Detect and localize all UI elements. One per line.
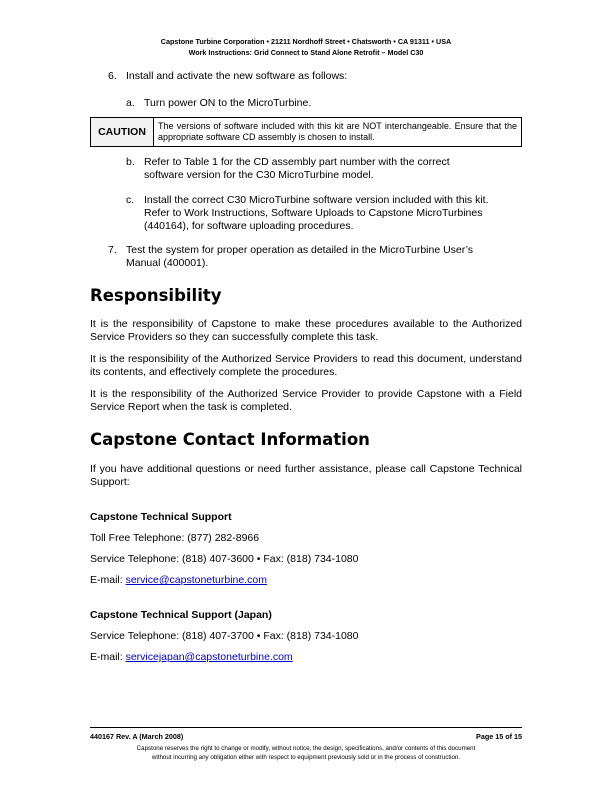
responsibility-paragraph-2: It is the responsibility of the Authorized Service Providers to read this document, understand its contents, and effectively complete the procedures. bbox=[90, 353, 522, 378]
support-tollfree: Toll Free Telephone: (877) 282-8966 bbox=[90, 532, 260, 544]
header-line-2: Work Instructions: Grid Connect to Stand Alone Retrofit – Model C30 bbox=[188, 48, 424, 57]
japan-email-label: E-mail: bbox=[90, 651, 126, 663]
step-6c-line-2: Refer to Work Instructions, Software Uploads to Capstone MicroTurbines bbox=[144, 207, 483, 219]
step-7-line-2: Manual (400001). bbox=[126, 257, 209, 269]
responsibility-heading: Responsibility bbox=[90, 286, 222, 305]
footer-disclaimer-line-2: without incurring any obligation either with respect to equipment previously sold or in the process of construction. bbox=[151, 754, 461, 761]
step-7-number: 7. bbox=[108, 244, 117, 256]
step-6-number: 6. bbox=[108, 70, 117, 82]
support-email-line bbox=[90, 574, 267, 587]
contact-intro: If you have additional questions or need further assistance, please call Capstone Technical Support: bbox=[90, 463, 522, 488]
step-6b-line-2: software version for the C30 MicroTurbine model. bbox=[144, 169, 374, 181]
step-6b-line-1: Refer to Table 1 for the CD assembly part number with the correct bbox=[144, 156, 450, 168]
japan-email-link[interactable]: servicejapan@capstoneturbine.com bbox=[125, 651, 293, 663]
contact-heading: Capstone Contact Information bbox=[90, 430, 370, 449]
step-6-text: Install and activate the new software as follows: bbox=[126, 70, 348, 82]
responsibility-paragraph-3: It is the responsibility of the Authorized Service Provider to provide Capstone with a Field Service Report when the task is completed. bbox=[90, 388, 522, 413]
step-6a-text: Turn power ON to the MicroTurbine. bbox=[144, 97, 312, 109]
step-6b-number: b. bbox=[126, 156, 135, 168]
support-service-phone: Service Telephone: (818) 407-3600 • Fax: (818) 734-1080 bbox=[90, 553, 359, 565]
caution-box bbox=[90, 117, 522, 147]
step-6a-number: a. bbox=[126, 97, 135, 109]
step-6c-line-1: Install the correct C30 MicroTurbine software version included with this kit. bbox=[144, 194, 489, 206]
step-6c-line-3: (440164), for software uploading procedures. bbox=[144, 220, 354, 232]
footer-doc-number: 440167 Rev. A (March 2008) bbox=[90, 732, 184, 741]
support-email-label: E-mail: bbox=[90, 574, 126, 586]
responsibility-paragraph-1: It is the responsibility of Capstone to make these procedures available to the Authorized Service Providers so they can successfully complete this task. bbox=[90, 318, 522, 343]
caution-label: CAUTION bbox=[91, 118, 154, 147]
japan-support-title: Capstone Technical Support (Japan) bbox=[90, 609, 272, 621]
footer-rule bbox=[90, 727, 522, 728]
step-7-line-1: Test the system for proper operation as detailed in the MicroTurbine User’s bbox=[126, 244, 474, 256]
footer-page-number: Page 15 of 15 bbox=[476, 732, 522, 741]
footer-disclaimer-line-1: Capstone reserves the right to change or modify, without notice, the design, specifications, and/or contents of this document bbox=[136, 745, 476, 752]
japan-email-line bbox=[90, 651, 293, 664]
caution-text: The versions of software included with this kit are NOT interchangeable. Ensure that the appropriate software CD assembly is chosen to install. bbox=[154, 118, 522, 147]
support-email-link[interactable]: service@capstoneturbine.com bbox=[125, 574, 267, 586]
step-6c-number: c. bbox=[126, 194, 135, 206]
header-line-1: Capstone Turbine Corporation • 21211 Nordhoff Street • Chatsworth • CA 91311 • USA bbox=[160, 37, 452, 46]
japan-service-phone: Service Telephone: (818) 407-3700 • Fax: (818) 734-1080 bbox=[90, 630, 359, 642]
support-title: Capstone Technical Support bbox=[90, 511, 232, 523]
